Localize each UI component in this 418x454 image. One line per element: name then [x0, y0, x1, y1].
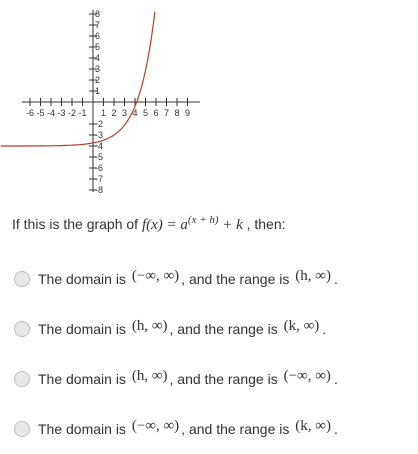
y-tick-label: -7 [95, 174, 104, 184]
y-tick-label: 2 [95, 75, 101, 85]
x-tick-label: -6 [25, 108, 35, 118]
x-tick-label: 2 [111, 108, 117, 118]
x-tick-label: 5 [142, 108, 149, 118]
y-tick-label: 3 [95, 64, 101, 74]
y-tick-label: 5 [95, 42, 101, 52]
y-tick-label: 1 [95, 86, 101, 96]
answer-option-3[interactable]: The domain is (h, ∞) , and the range is (−∞, ∞) . [14, 368, 414, 390]
answer-option-4[interactable]: The domain is (−∞, ∞) , and the range is (k, ∞) . [14, 418, 414, 440]
x-tick-label: 6 [153, 108, 159, 118]
x-tick-label: 8 [174, 108, 180, 118]
function-expression: $f(x) = a^{(x + h)} + k$ [141, 214, 243, 233]
x-tick-label: -4 [46, 108, 56, 118]
answer-option-1[interactable]: The domain is (−∞, ∞) , and the range is (h, ∞) . [14, 268, 414, 290]
radio-button[interactable] [14, 371, 30, 387]
radio-button[interactable] [14, 321, 30, 337]
x-tick-label: 1 [100, 108, 107, 118]
radio-button[interactable] [14, 271, 30, 287]
y-tick-label: 7 [95, 20, 101, 30]
x-tick-label: 9 [184, 108, 191, 118]
x-tick-label: -2 [67, 108, 77, 118]
y-tick-label: -4 [95, 141, 104, 151]
y-tick-label: -2 [95, 119, 104, 129]
exponential-curve [1, 12, 155, 146]
y-tick-label: -5 [95, 152, 104, 162]
y-tick-label: -6 [95, 163, 104, 173]
x-tick-label: -1 [78, 108, 87, 118]
question-suffix: , then: [246, 216, 286, 232]
exponential-graph [0, 0, 230, 200]
y-tick-label: 8 [95, 9, 101, 19]
x-tick-label: -3 [57, 108, 66, 118]
x-tick-label: 4 [132, 108, 138, 118]
x-tick-label: 3 [121, 108, 128, 118]
question-prefix: If this is the graph of [12, 216, 139, 232]
question-text [12, 208, 412, 232]
x-tick-label: 7 [163, 108, 170, 118]
y-tick-label: 4 [95, 53, 101, 63]
y-tick-label: -8 [95, 185, 104, 195]
y-tick-label: 6 [95, 31, 101, 41]
y-tick-label: -3 [95, 130, 104, 140]
graph-axes [22, 10, 200, 192]
answer-option-2[interactable]: The domain is (h, ∞) , and the range is (k, ∞) . [14, 318, 414, 340]
radio-button[interactable] [14, 421, 30, 437]
x-tick-label: -5 [36, 108, 45, 118]
